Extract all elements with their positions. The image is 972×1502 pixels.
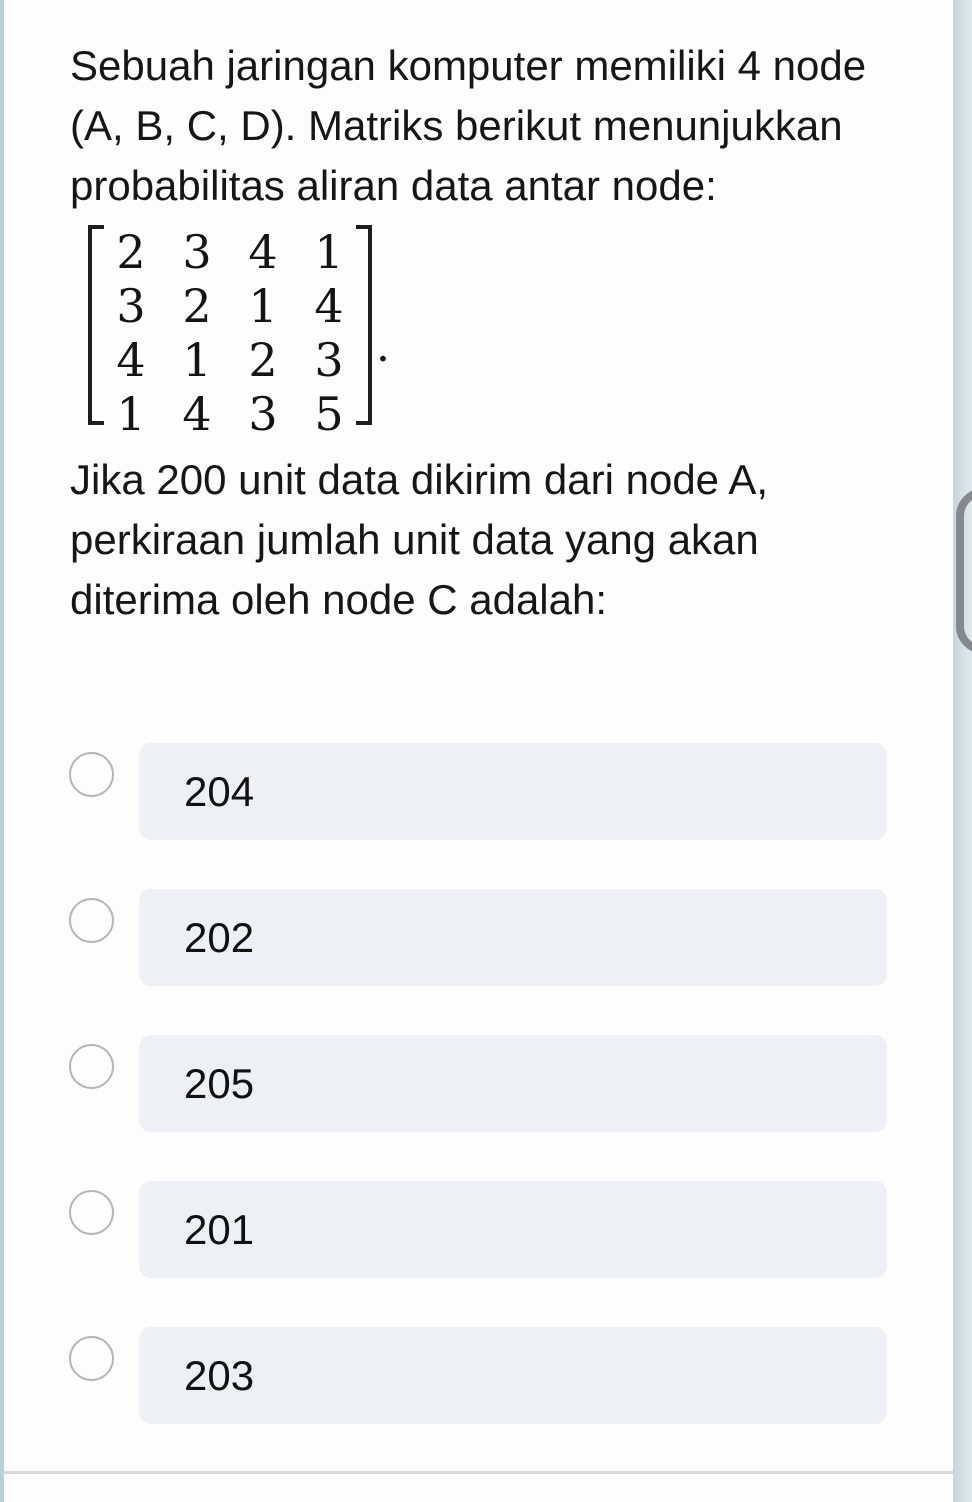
option-label: 201 [184, 1205, 255, 1253]
matrix-cell: 1 [248, 279, 278, 333]
answer-option[interactable] [69, 889, 887, 986]
matrix-cell: 2 [248, 333, 278, 387]
answer-option[interactable] [69, 1327, 887, 1424]
probability-matrix [88, 225, 390, 441]
option-box[interactable] [139, 1035, 887, 1132]
question-text-2: Jika 200 unit data dikirim dari node A, perkiraan jumlah unit data yang akan diterima oleh node C adalah: [70, 456, 769, 623]
answer-option[interactable] [69, 743, 887, 840]
option-box[interactable] [139, 1327, 887, 1424]
matrix-cell: 3 [182, 225, 212, 279]
matrix-cell: 2 [116, 225, 146, 279]
question-text-1: Sebuah jaringan komputer memiliki 4 node (A, B, C, D). Matriks berikut menunjukkan probabilitas aliran data antar node: [70, 42, 867, 209]
matrix-cell: 1 [314, 225, 344, 279]
matrix-cell: 3 [116, 279, 146, 333]
matrix-values [98, 225, 362, 441]
answer-options [69, 743, 887, 1424]
radio-button-icon[interactable] [69, 898, 114, 943]
bottom-divider [3, 1471, 953, 1474]
radio-button-icon[interactable] [69, 752, 114, 797]
matrix-cell: 4 [314, 279, 344, 333]
matrix-cell: 4 [182, 387, 212, 441]
question-content [4, 0, 953, 1424]
option-label: 204 [184, 767, 255, 815]
radio-button-icon[interactable] [69, 1044, 114, 1089]
option-label: 203 [184, 1351, 255, 1399]
matrix-cell: 1 [182, 333, 212, 387]
matrix-cell: 3 [248, 387, 278, 441]
matrix-cell: 4 [116, 333, 146, 387]
answer-option[interactable] [69, 1035, 887, 1132]
option-box[interactable] [139, 743, 887, 840]
sentence-period: . [376, 321, 390, 372]
option-label: 202 [184, 913, 255, 961]
answer-option[interactable] [69, 1181, 887, 1278]
matrix-cell: 1 [116, 387, 146, 441]
radio-button-icon[interactable] [69, 1190, 114, 1235]
matrix-cell: 4 [248, 225, 278, 279]
matrix-cell: 3 [314, 333, 344, 387]
matrix-cell: 2 [182, 279, 212, 333]
option-box[interactable] [139, 1181, 887, 1278]
option-box[interactable] [139, 889, 887, 986]
matrix-cell: 5 [314, 387, 344, 441]
scrollbar-thumb[interactable] [956, 488, 972, 654]
option-label: 205 [184, 1059, 255, 1107]
radio-button-icon[interactable] [69, 1336, 114, 1381]
scrollbar-track [953, 0, 972, 1502]
